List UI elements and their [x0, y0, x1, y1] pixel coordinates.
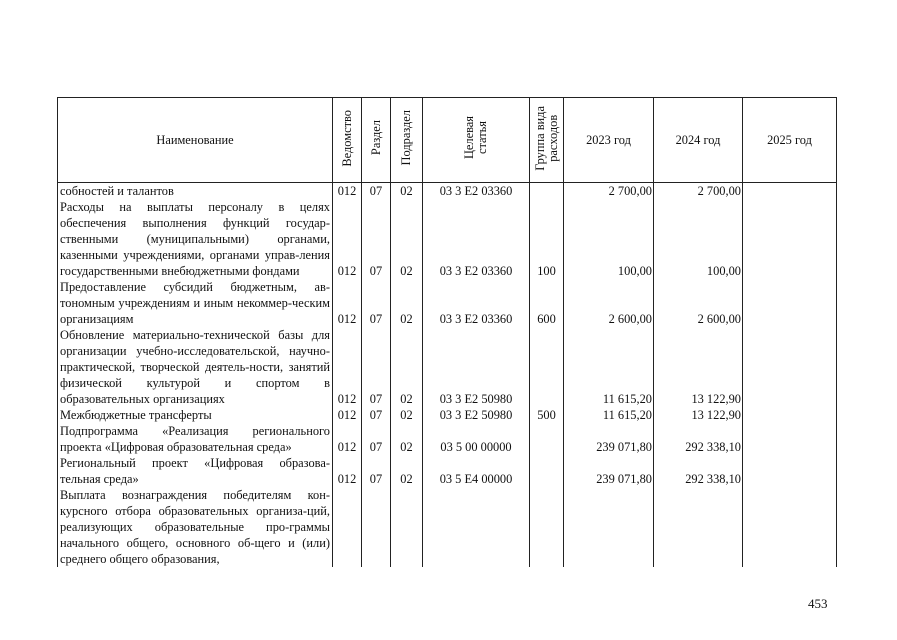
row-gruppa	[530, 183, 564, 200]
table-row	[58, 183, 837, 200]
header-year-2023: 2023 год	[564, 98, 654, 183]
row-vedomstvo	[333, 487, 362, 567]
row-value-2024: 13 122,90	[654, 327, 743, 407]
row-vedomstvo: 012	[333, 407, 362, 423]
row-name: Расходы на выплаты персоналу в целях обеспечения выполнения функций государ-ственными (муниципальными) органами, казенными учреждениями, органами управ-ления государственными внебюджетными фондами	[58, 199, 333, 279]
row-value-2024: 2 700,00	[654, 183, 743, 200]
table-row	[58, 327, 837, 407]
row-value-2023: 2 700,00	[564, 183, 654, 200]
row-value-2023: 239 071,80	[564, 455, 654, 487]
row-razdel: 07	[362, 199, 391, 279]
header-celevaya-statya: Целевая статья	[423, 98, 530, 183]
table-row	[58, 279, 837, 327]
header-razdel: Раздел	[362, 98, 391, 183]
row-razdel: 07	[362, 407, 391, 423]
row-value-2024: 292 338,10	[654, 455, 743, 487]
table-body	[58, 183, 837, 568]
table-row	[58, 487, 837, 567]
row-value-2023: 2 600,00	[564, 279, 654, 327]
row-value-2023: 100,00	[564, 199, 654, 279]
row-podrazdel	[391, 487, 423, 567]
page-number: 453	[808, 596, 828, 611]
row-razdel: 07	[362, 279, 391, 327]
row-razdel	[362, 487, 391, 567]
row-value-2024: 100,00	[654, 199, 743, 279]
header-name: Наименование	[58, 98, 333, 183]
row-razdel: 07	[362, 183, 391, 200]
row-podrazdel: 02	[391, 423, 423, 455]
table-header-row	[58, 98, 837, 183]
header-year-2024: 2024 год	[654, 98, 743, 183]
row-name: Подпрограмма «Реализация регионального проекта «Цифровая образовательная среда»	[58, 423, 333, 455]
row-podrazdel: 02	[391, 327, 423, 407]
budget-table	[57, 97, 837, 567]
row-vedomstvo: 012	[333, 279, 362, 327]
table-row	[58, 455, 837, 487]
row-podrazdel: 02	[391, 455, 423, 487]
row-celevaya-statya: 03 3 Е2 03360	[423, 279, 530, 327]
header-vedomstvo: Ведомство	[333, 98, 362, 183]
row-celevaya-statya: 03 3 Е2 03360	[423, 199, 530, 279]
table-row	[58, 407, 837, 423]
row-gruppa: 500	[530, 407, 564, 423]
row-gruppa: 100	[530, 199, 564, 279]
row-celevaya-statya: 03 5 Е4 00000	[423, 455, 530, 487]
row-gruppa	[530, 423, 564, 455]
row-vedomstvo: 012	[333, 327, 362, 407]
row-value-2025	[743, 407, 837, 423]
row-gruppa: 600	[530, 279, 564, 327]
row-razdel: 07	[362, 423, 391, 455]
row-value-2025	[743, 199, 837, 279]
header-podrazdel: Подраздел	[391, 98, 423, 183]
row-celevaya-statya: 03 3 Е2 03360	[423, 183, 530, 200]
row-celevaya-statya: 03 3 Е2 50980	[423, 327, 530, 407]
row-name: Обновление материально-технической базы для организации учебно-исследовательской, научно-практической, творческой деятель-ности, занятий физической культурой и спортом в образовательных организациях	[58, 327, 333, 407]
row-celevaya-statya: 03 5 00 00000	[423, 423, 530, 455]
row-name: Межбюджетные трансферты	[58, 407, 333, 423]
row-celevaya-statya: 03 3 Е2 50980	[423, 407, 530, 423]
row-gruppa	[530, 487, 564, 567]
row-value-2025	[743, 279, 837, 327]
row-name: Предоставление субсидий бюджетным, ав-тономным учреждениям и иным некоммер-ческим организациям	[58, 279, 333, 327]
row-value-2023: 11 615,20	[564, 327, 654, 407]
row-name: собностей и талантов	[58, 183, 333, 200]
row-value-2025	[743, 327, 837, 407]
row-celevaya-statya	[423, 487, 530, 567]
row-vedomstvo: 012	[333, 423, 362, 455]
row-value-2024: 13 122,90	[654, 407, 743, 423]
row-value-2024: 292 338,10	[654, 423, 743, 455]
row-podrazdel: 02	[391, 407, 423, 423]
row-podrazdel: 02	[391, 279, 423, 327]
table-row	[58, 199, 837, 279]
row-value-2025	[743, 423, 837, 455]
row-value-2023	[564, 487, 654, 567]
header-year-2025: 2025 год	[743, 98, 837, 183]
row-value-2024	[654, 487, 743, 567]
row-podrazdel: 02	[391, 199, 423, 279]
row-razdel: 07	[362, 327, 391, 407]
row-vedomstvo: 012	[333, 199, 362, 279]
row-razdel: 07	[362, 455, 391, 487]
row-podrazdel: 02	[391, 183, 423, 200]
row-vedomstvo: 012	[333, 455, 362, 487]
row-value-2025	[743, 455, 837, 487]
row-value-2023: 239 071,80	[564, 423, 654, 455]
header-gruppa-vida-rashodov: Группа вида расходов	[530, 98, 564, 183]
row-name: Выплата вознаграждения победителям кон-курсного отбора образовательных организа-ций, реализующих образовательные про-граммы начального общего, основного об-щего и (или) среднего общего образования,	[58, 487, 333, 567]
table-row	[58, 423, 837, 455]
row-value-2023: 11 615,20	[564, 407, 654, 423]
row-gruppa	[530, 455, 564, 487]
row-vedomstvo: 012	[333, 183, 362, 200]
row-name: Региональный проект «Цифровая образова-тельная среда»	[58, 455, 333, 487]
row-value-2025	[743, 487, 837, 567]
row-gruppa	[530, 327, 564, 407]
row-value-2024: 2 600,00	[654, 279, 743, 327]
row-value-2025	[743, 183, 837, 200]
